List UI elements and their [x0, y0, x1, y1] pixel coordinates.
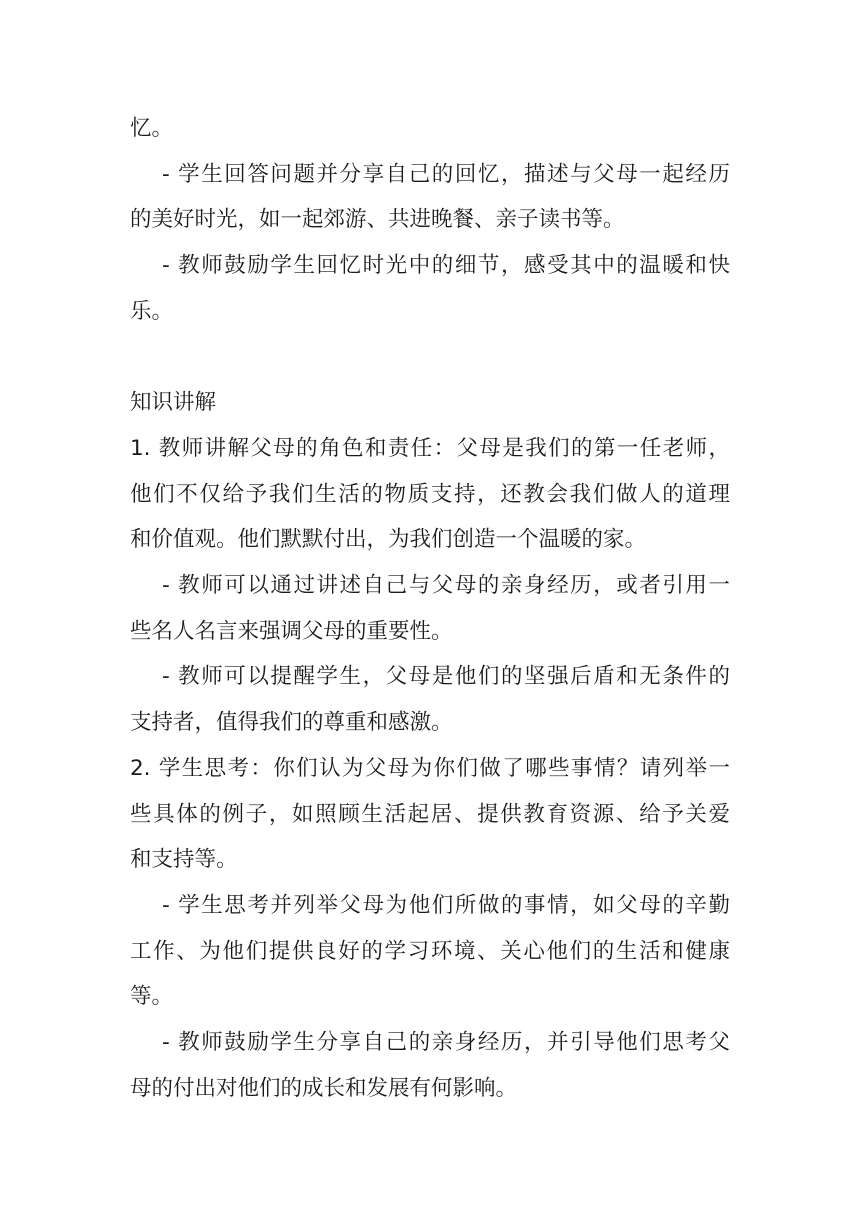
paragraph-gap	[130, 335, 730, 381]
text-line: 些具体的例子，如照顾生活起居、提供教育资源、给予关爱	[130, 801, 730, 827]
text-line: 等。	[130, 984, 174, 1010]
text-line: 1. 教师讲解父母的角色和责任：父母是我们的第一任老师，	[130, 435, 730, 461]
text-line: 2. 学生思考：你们认为父母为你们做了哪些事情？请列举一	[130, 755, 730, 781]
text-line: 母的付出对他们的成长和发展有何影响。	[130, 1075, 518, 1101]
text-line: 的美好时光，如一起郊游、共进晚餐、亲子读书等。	[130, 207, 625, 233]
text-line: 工作、为他们提供良好的学习环境、关心他们的生活和健康	[130, 938, 730, 964]
text-line: - 学生思考并列举父母为他们所做的事情，如父母的辛勤	[162, 892, 730, 918]
text-line: 和支持等。	[130, 847, 238, 873]
text-line: - 教师鼓励学生分享自己的亲身经历，并引导他们思考父	[162, 1030, 730, 1056]
text-line: 忆。	[130, 116, 174, 141]
text-line: - 教师鼓励学生回忆时光中的细节，感受其中的温暖和快	[162, 253, 730, 279]
text-line: - 教师可以提醒学生，父母是他们的坚强后盾和无条件的	[162, 664, 730, 690]
text-line: 乐。	[130, 298, 174, 324]
text-line: - 学生回答问题并分享自己的回忆，描述与父母一起经历	[162, 161, 730, 187]
text-line: 些名人名言来强调父母的重要性。	[130, 618, 453, 644]
text-line: 和价值观。他们默默付出，为我们创造一个温暖的家。	[130, 527, 647, 553]
text-line: 支持者，值得我们的尊重和感激。	[130, 710, 453, 736]
section-heading: 知识讲解	[130, 390, 217, 416]
text-line: 他们不仅给予我们生活的物质支持，还教会我们做人的道理	[130, 481, 730, 507]
text-line: - 教师可以通过讲述自己与父母的亲身经历，或者引用一	[162, 573, 730, 599]
